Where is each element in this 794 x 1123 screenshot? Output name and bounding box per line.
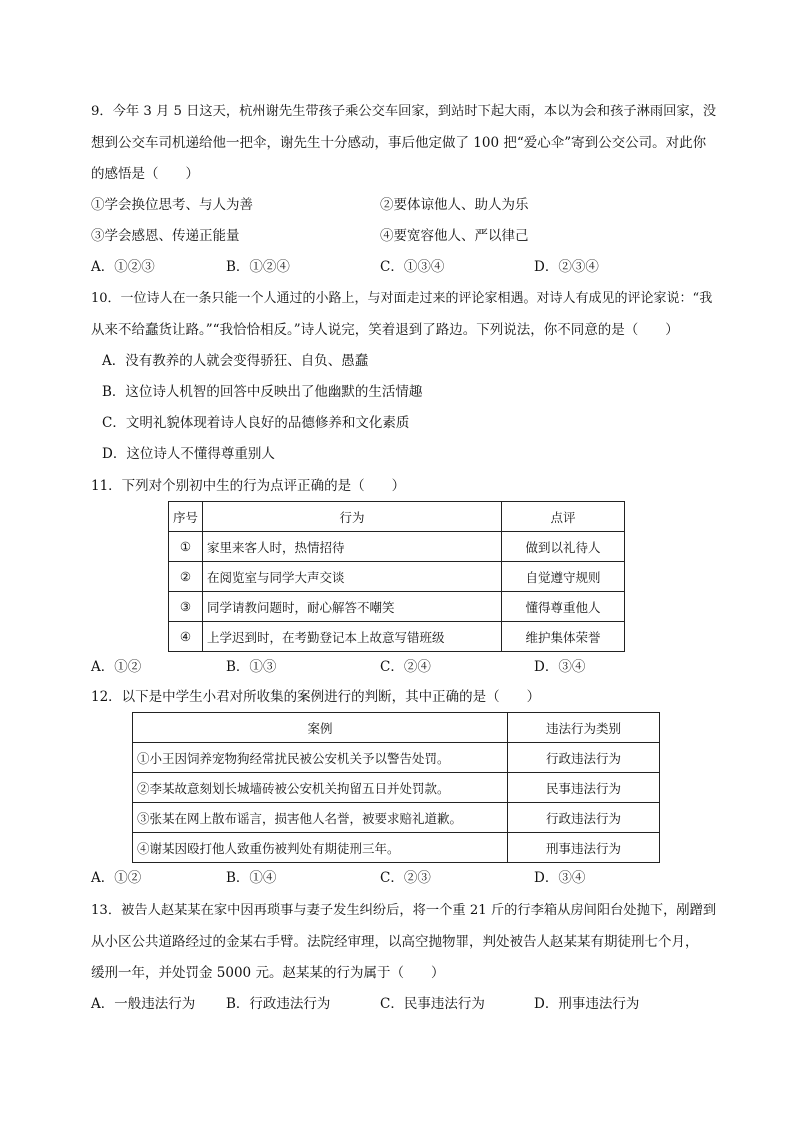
- row-number: ①: [169, 532, 203, 562]
- q10-option-b: B．这位诗人机智的回答中反映出了他幽默的生活情趣: [102, 384, 423, 400]
- table-header-row: [133, 713, 660, 743]
- row-case: ④谢某因殴打他人致重伤被判处有期徒刑三年。: [133, 833, 508, 863]
- q9-statement-1: ①学会换位思考、与人为善: [91, 197, 253, 213]
- q12-option-a: A．①②: [91, 870, 142, 886]
- q9-option-b: B．①②④: [226, 259, 290, 275]
- q11-option-a: A．①②: [91, 659, 142, 675]
- column-header-comment: 点评: [502, 502, 625, 532]
- q9-stem-line-2: 想到公交车司机递给他一把伞，谢先生十分感动，事后他定做了 100 把“爱心伞”寄到公交公司。对此你: [91, 135, 707, 151]
- row-behavior: 家里来客人时，热情招待: [203, 532, 502, 562]
- q9-statement-3: ③学会感恩、传递正能量: [91, 228, 240, 244]
- q12-table: [132, 712, 660, 863]
- row-behavior: 同学请教问题时，耐心解答不嘲笑: [203, 592, 502, 622]
- row-comment: 做到以礼待人: [502, 532, 625, 562]
- q10-stem-line-1: 10．一位诗人在一条只能一个人通过的小路上，与对面走过来的评论家相遇。对诗人有成见的评论家说：“我: [91, 291, 713, 306]
- q13-option-c: C．民事违法行为: [380, 996, 485, 1012]
- row-behavior: 上学迟到时，在考勤登记本上故意写错班级: [203, 622, 502, 652]
- table-row: [133, 833, 660, 863]
- q11-option-c: C．②④: [380, 659, 431, 675]
- q10-option-d: D．这位诗人不懂得尊重别人: [102, 446, 275, 462]
- column-header-number: 序号: [169, 502, 203, 532]
- q13-option-a: A．一般违法行为: [91, 996, 196, 1012]
- q11-stem: 11．下列对个别初中生的行为点评正确的是（ ）: [91, 478, 406, 494]
- q13-stem-line-3: 缓刑一年，并处罚金 5000 元。赵某某的行为属于（ ）: [91, 965, 445, 981]
- q10-stem-line-2: 从来不给蠢货让路。”“我恰恰相反。”诗人说完，笑着退到了路边。下列说法，你不同意的是（ ）: [91, 322, 679, 338]
- table-row: [169, 592, 625, 622]
- row-case: ③张某在网上散布谣言，损害他人名誉，被要求赔礼道歉。: [133, 803, 508, 833]
- q12-option-b: B．①④: [226, 870, 277, 886]
- row-number: ③: [169, 592, 203, 622]
- row-comment: 自觉遵守规则: [502, 562, 625, 592]
- q9-option-a: A．①②③: [91, 259, 155, 275]
- q13-stem-line-1: 13．被告人赵某某在家中因再琐事与妻子发生纠纷后，将一个重 21 斤的行李箱从房间阳台处抛下，剐蹭到: [91, 903, 717, 918]
- row-category: 刑事违法行为: [508, 833, 660, 863]
- row-category: 民事违法行为: [508, 773, 660, 803]
- row-case: ②李某故意刻划长城墙砖被公安机关拘留五日并处罚款。: [133, 773, 508, 803]
- column-header-case: 案例: [133, 713, 508, 743]
- q9-option-d: D．②③④: [534, 259, 599, 275]
- table-row: [169, 532, 625, 562]
- row-category: 行政违法行为: [508, 803, 660, 833]
- q13-option-b: B．行政违法行为: [226, 996, 331, 1012]
- column-header-category: 违法行为类别: [508, 713, 660, 743]
- row-comment: 懂得尊重他人: [502, 592, 625, 622]
- table-row: [169, 562, 625, 592]
- column-header-behavior: 行为: [203, 502, 502, 532]
- q9-stem-line-3: 的感悟是（ ）: [91, 166, 199, 182]
- q10-option-a: A．没有教养的人就会变得骄狂、自负、愚蠢: [102, 353, 369, 369]
- row-comment: 维护集体荣誉: [502, 622, 625, 652]
- q11-option-d: D．③④: [534, 659, 586, 675]
- q12-option-d: D．③④: [534, 870, 586, 886]
- q9-option-c: C．①③④: [380, 259, 445, 275]
- q9-statement-2: ②要体谅他人、助人为乐: [380, 197, 529, 213]
- q9-statement-4: ④要宽容他人、严以律己: [380, 228, 529, 244]
- q10-option-c: C．文明礼貌体现着诗人良好的品德修养和文化素质: [102, 415, 410, 431]
- table-header-row: [169, 502, 625, 532]
- table-row: [133, 803, 660, 833]
- row-behavior: 在阅览室与同学大声交谈: [203, 562, 502, 592]
- q12-stem: 12．以下是中学生小君对所收集的案例进行的判断，其中正确的是（ ）: [91, 689, 541, 705]
- table-row: [133, 773, 660, 803]
- q11-table: [168, 501, 625, 652]
- row-number: ④: [169, 622, 203, 652]
- table-row: [169, 622, 625, 652]
- q13-stem-line-2: 从小区公共道路经过的金某右手臂。法院经审理，以高空抛物罪，判处被告人赵某某有期徒刑七个月，: [91, 934, 699, 950]
- q13-option-d: D．刑事违法行为: [534, 996, 640, 1012]
- table-row: [133, 743, 660, 773]
- row-category: 行政违法行为: [508, 743, 660, 773]
- q9-stem-line-1: 9．今年 3 月 5 日这天，杭州谢先生带孩子乘公交车回家，到站时下起大雨，本以为会和孩子淋雨回家，没: [91, 104, 717, 119]
- q11-option-b: B．①③: [226, 659, 277, 675]
- q12-option-c: C．②③: [380, 870, 431, 886]
- row-case: ①小王因饲养宠物狗经常扰民被公安机关予以警告处罚。: [133, 743, 508, 773]
- row-number: ②: [169, 562, 203, 592]
